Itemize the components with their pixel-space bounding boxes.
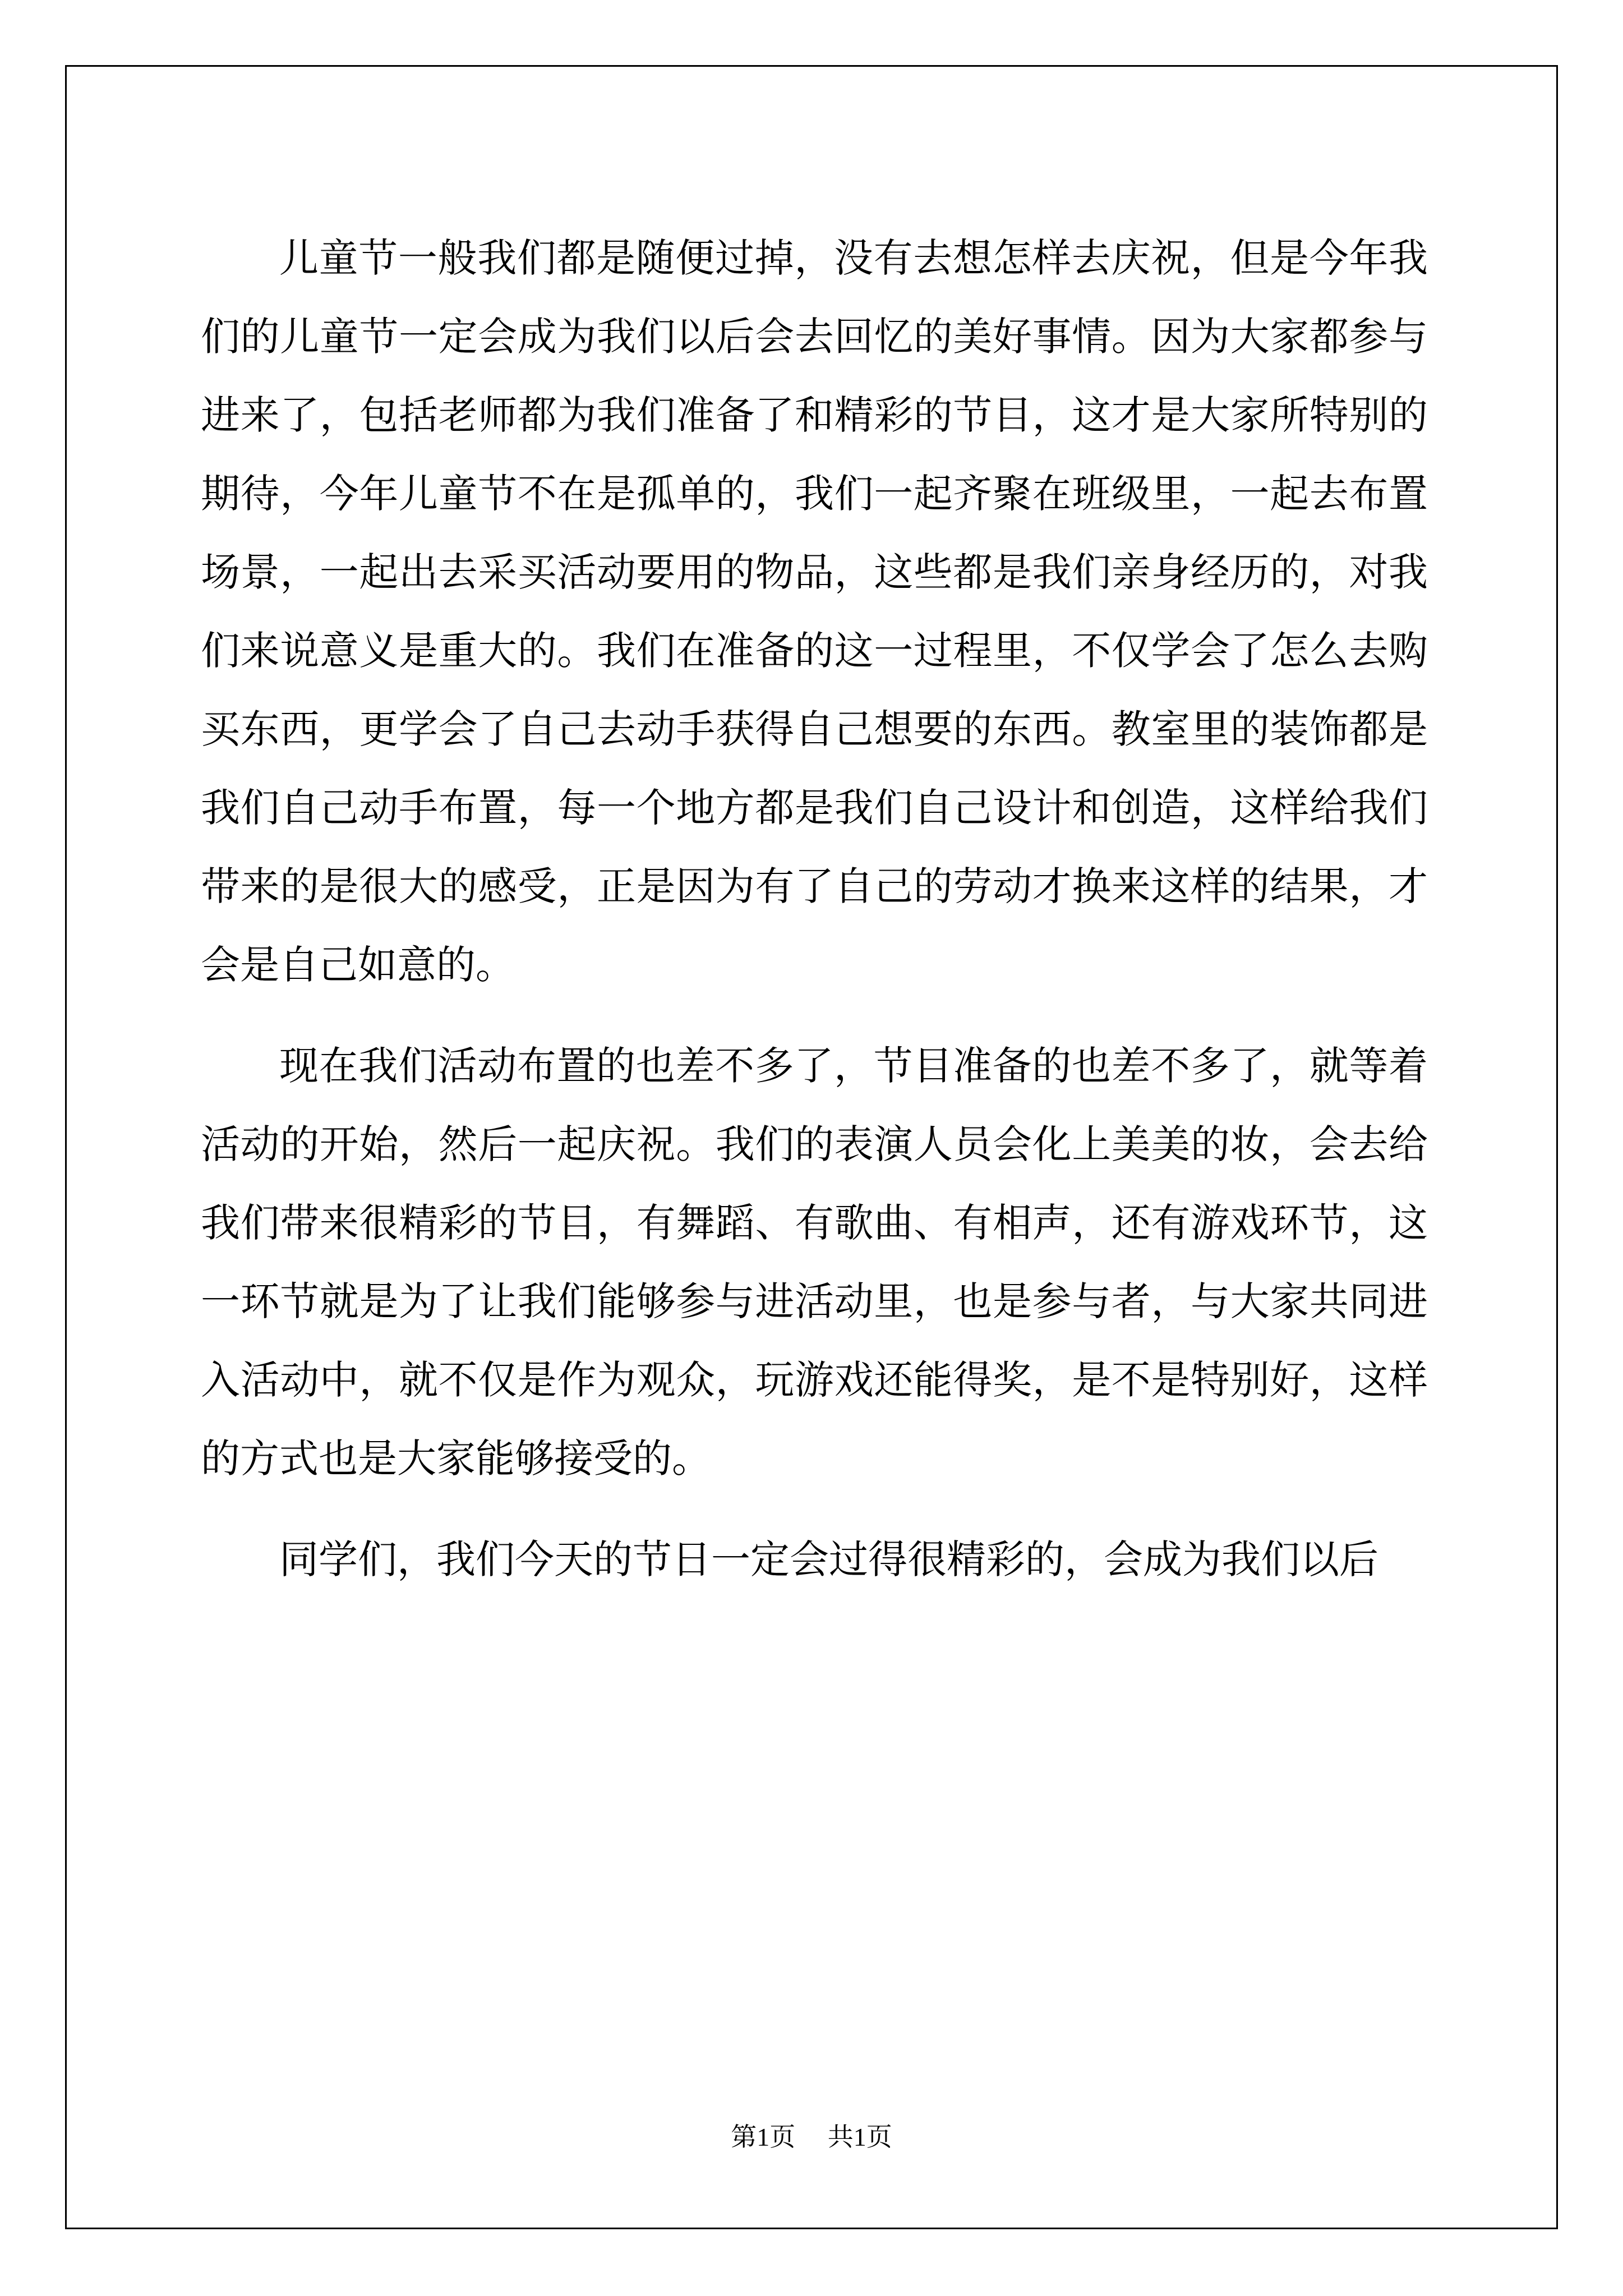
page-total: 共1页	[827, 2123, 892, 2151]
paragraph-1: 儿童节一般我们都是随便过掉，没有去想怎样去庆祝，但是今年我们的儿童节一定会成为我们以后会去回忆的美好事情。因为大家都参与进来了，包括老师都为我们准备了和精彩的节目，这才是大家所特别的期待，今年儿童节不在是孤单的，我们一起齐聚在班级里，一起去布置场景，一起出去采买活动要用的物品，这些都是我们亲身经历的，对我们来说意义是重大的。我们在准备的这一过程里，不仅学会了怎么去购买东西，更学会了自己去动手获得自己想要的东西。教室里的装饰都是我们自己动手布置，每一个地方都是我们自己设计和创造，这样给我们带来的是很大的感受，正是因为有了自己的劳动才换来这样的结果，才会是自己如意的。	[201, 235, 1428, 988]
document-body	[201, 219, 1428, 1621]
page-number: 第1页	[731, 2123, 796, 2151]
paragraph-3: 同学们，我们今天的节日一定会过得很精彩的，会成为我们以后	[279, 1536, 1378, 1582]
paragraph-2: 现在我们活动布置的也差不多了，节目准备的也差不多了，就等着活动的开始，然后一起庆祝。我们的表演人员会化上美美的妆，会去给我们带来很精彩的节目，有舞蹈、有歌曲、有相声，还有游戏环节，这一环节就是为了让我们能够参与进活动里，也是参与者，与大家共同进入活动中，就不仅是作为观众，玩游戏还能得奖，是不是特别好，这样的方式也是大家能够接受的。	[201, 1043, 1428, 1481]
page-footer	[0, 2120, 1623, 2154]
